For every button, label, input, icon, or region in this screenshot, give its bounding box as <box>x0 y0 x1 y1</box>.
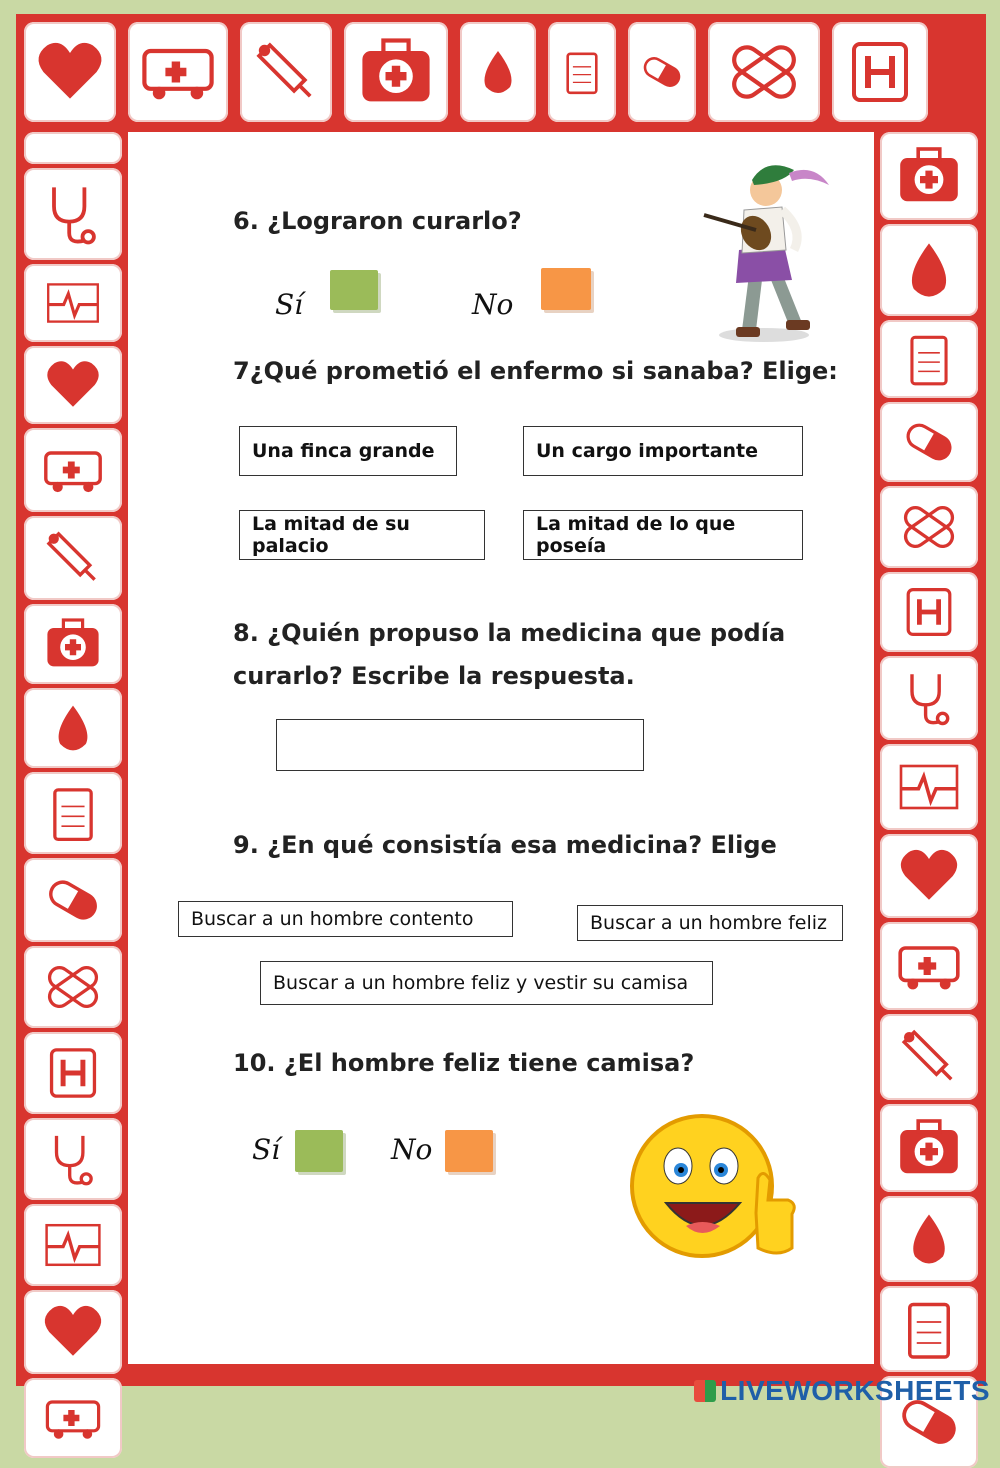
border-tile <box>628 22 696 122</box>
q6-yes-checkbox[interactable] <box>330 270 378 310</box>
question-8-title-line2: curarlo? Escribe la respuesta. <box>233 662 635 690</box>
blood-drop-icon <box>468 42 528 102</box>
border-tile <box>24 22 116 122</box>
heart-icon <box>42 354 104 416</box>
border-tile <box>24 428 122 512</box>
syringe-icon <box>894 1022 964 1092</box>
border-tile <box>24 772 122 854</box>
heartbeat-icon <box>894 752 964 822</box>
ambulance-icon <box>39 436 107 504</box>
stethoscope-icon <box>35 176 111 252</box>
liveworksheets-logo <box>694 1375 990 1407</box>
border-tile <box>24 1204 122 1286</box>
border-tile <box>128 22 228 122</box>
syringe-icon <box>39 524 107 592</box>
heartbeat-icon <box>42 272 104 334</box>
question-6-title: 6. ¿Lograron curarlo? <box>233 207 522 235</box>
first-aid-kit-icon <box>893 140 965 212</box>
border-tile <box>24 858 122 942</box>
q10-yes-label: Sí <box>252 1133 281 1166</box>
q7-option-2[interactable]: Un cargo importante <box>523 426 803 476</box>
first-aid-kit-icon <box>41 612 105 676</box>
border-tile <box>880 1104 978 1192</box>
syringe-icon <box>248 34 324 110</box>
hospital-h-icon <box>40 1040 106 1106</box>
border-tile <box>880 320 978 398</box>
border-tile <box>24 516 122 600</box>
stethoscope-icon <box>895 664 963 732</box>
question-7-title: 7¿Qué prometió el enfermo si sanaba? Elige: <box>233 357 838 385</box>
q7-option-3[interactable]: La mitad de su palacio <box>239 510 485 560</box>
smiley-thumbs-up-illustration <box>628 1108 808 1268</box>
border-tile <box>24 604 122 684</box>
stethoscope-icon <box>40 1126 106 1192</box>
blood-drop-icon <box>894 1204 964 1274</box>
clipboard-icon <box>898 328 960 390</box>
border-tile <box>880 486 978 568</box>
border-tile <box>460 22 536 122</box>
heartbeat-icon <box>40 1212 106 1278</box>
pill-icon <box>39 866 107 934</box>
border-tile <box>880 224 978 316</box>
heart-icon <box>895 842 963 910</box>
question-8-title-line1: 8. ¿Quién propuso la medicina que podía <box>233 619 786 647</box>
border-tile <box>880 744 978 830</box>
question-9-title: 9. ¿En qué consistía esa medicina? Elige <box>233 831 777 859</box>
liveworksheets-logo-text: LIVEWORKSHEETS <box>720 1375 990 1406</box>
ambulance-icon <box>893 930 965 1002</box>
q6-yes-label: Sí <box>275 288 304 321</box>
q9-option-2[interactable]: Buscar a un hombre feliz <box>577 905 843 941</box>
q10-no-label: No <box>391 1133 433 1166</box>
border-tile <box>880 402 978 482</box>
q9-option-1[interactable]: Buscar a un hombre contento <box>178 901 513 937</box>
heart-icon <box>39 1298 107 1366</box>
border-tile <box>880 1014 978 1100</box>
ambulance-icon <box>41 1386 105 1450</box>
bandage-icon <box>722 30 806 114</box>
pill-icon <box>636 46 688 98</box>
border-tile <box>24 1378 122 1458</box>
border-tile <box>708 22 820 122</box>
border-tile <box>548 22 616 122</box>
clipboard-icon <box>40 780 106 846</box>
border-tile <box>832 22 928 122</box>
heart-icon <box>32 34 108 110</box>
border-tile <box>880 656 978 740</box>
liveworksheets-logo-icon <box>694 1380 716 1402</box>
border-tile <box>24 946 122 1028</box>
q9-option-3[interactable]: Buscar a un hombre feliz y vestir su camisa <box>260 961 713 1005</box>
q6-no-checkbox[interactable] <box>541 268 591 310</box>
q8-answer-input[interactable] <box>276 719 644 771</box>
ambulance-icon <box>136 30 220 114</box>
bandage-icon <box>40 954 106 1020</box>
bandage-icon <box>896 494 962 560</box>
border-tile <box>24 688 122 768</box>
border-tile <box>24 346 122 424</box>
border-tile <box>24 264 122 342</box>
blood-drop-icon <box>41 696 105 760</box>
first-aid-kit-icon <box>354 30 438 114</box>
q7-option-4[interactable]: La mitad de lo que poseía <box>523 510 803 560</box>
border-tile <box>240 22 332 122</box>
hospital-h-icon <box>897 580 961 644</box>
hospital-h-icon <box>840 32 920 112</box>
clipboard-icon <box>894 1294 964 1364</box>
q6-no-label: No <box>472 288 514 321</box>
question-10-title: 10. ¿El hombre feliz tiene camisa? <box>233 1049 695 1077</box>
border-tile <box>24 1118 122 1200</box>
border-tile <box>24 1290 122 1374</box>
border-tile <box>24 1032 122 1114</box>
pill-icon <box>897 410 961 474</box>
border-tile <box>880 1286 978 1372</box>
clipboard-icon <box>556 46 608 98</box>
border-tile <box>880 1196 978 1282</box>
border-tile <box>24 168 122 260</box>
troubadour-illustration <box>664 155 834 345</box>
border-spacer-tile <box>24 132 122 164</box>
q10-no-checkbox[interactable] <box>445 1130 493 1172</box>
border-tile <box>880 834 978 918</box>
border-tile <box>344 22 448 122</box>
border-tile <box>880 922 978 1010</box>
border-tile <box>880 572 978 652</box>
first-aid-kit-icon <box>893 1112 965 1184</box>
border-tile <box>880 132 978 220</box>
q10-yes-checkbox[interactable] <box>295 1130 343 1172</box>
q7-option-1[interactable]: Una finca grande <box>239 426 457 476</box>
blood-drop-icon <box>891 232 967 308</box>
